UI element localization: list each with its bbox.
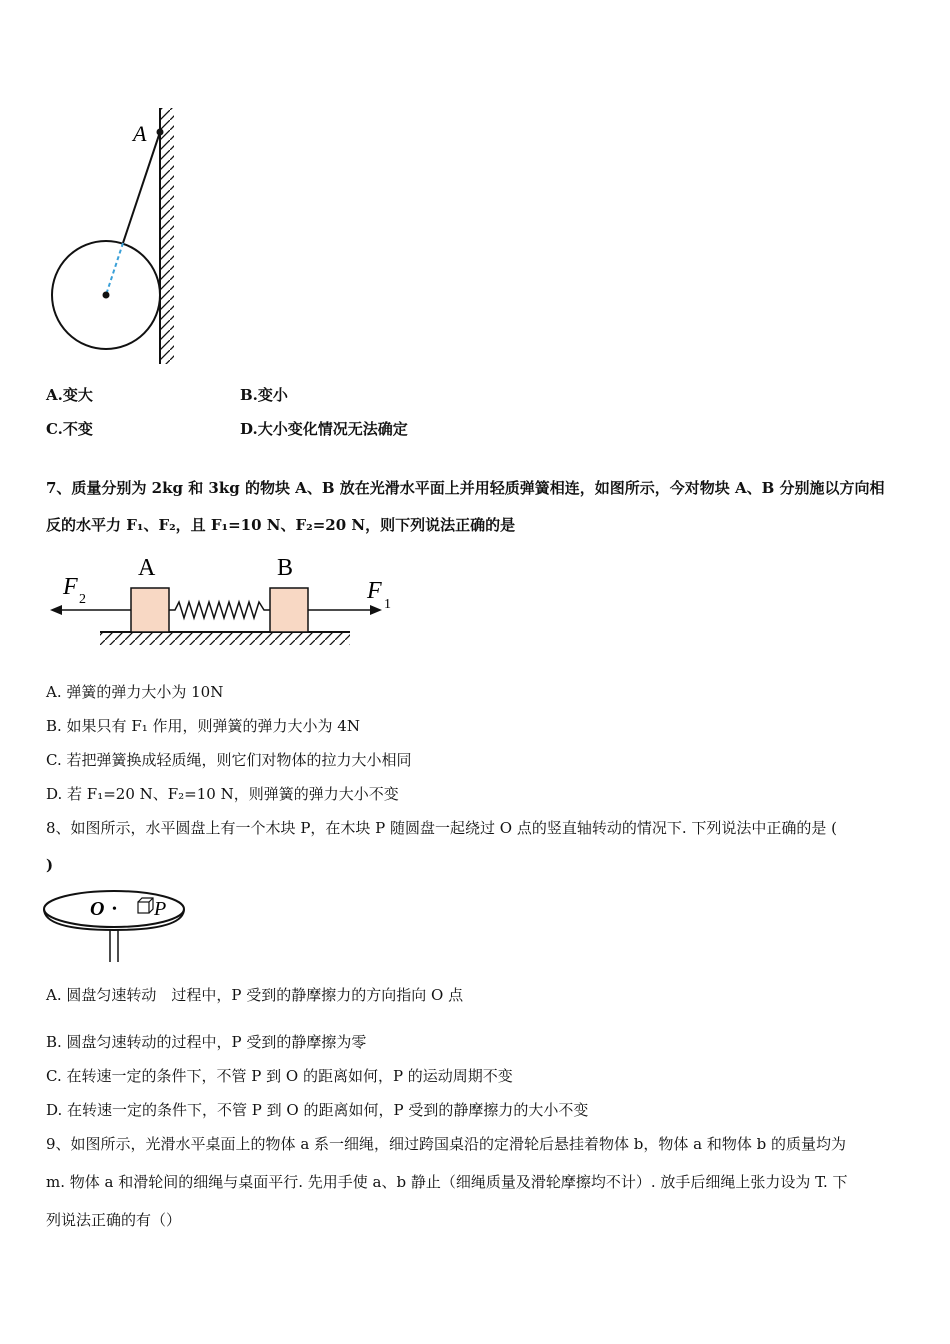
block-b bbox=[270, 588, 308, 632]
q7-stem-line1: 7、质量分别为 2kg 和 3kg 的物块 A、B 放在光滑水平面上并用轻质弹簧相连，如图所示，今对物块 A、B 分别施以方向相 bbox=[46, 479, 885, 497]
ground-hatch bbox=[100, 633, 350, 645]
center-o-label: O bbox=[90, 898, 105, 920]
f1-subscript: 1 bbox=[384, 597, 391, 612]
q7-stem-line2: 反的水平力 F₁、F₂，且 F₁=10 N、F₂=20 N，则下列说法正确的是 bbox=[46, 516, 516, 534]
q6-option-a: A.变大 bbox=[46, 386, 93, 404]
q9-stem-line2: m. 物体 a 和滑轮间的细绳与桌面平行. 先用手使 a、b 静止（细绳质量及滑轮摩擦均不计）. 放手后细绳上张力设为 T. 下 bbox=[46, 1173, 848, 1191]
block-b-label: B bbox=[277, 555, 294, 581]
f1-label: F bbox=[367, 578, 382, 604]
point-a-dot bbox=[157, 129, 164, 136]
q8-option-a: A. 圆盘匀速转动 过程中，P 受到的静摩擦力的方向指向 O 点 bbox=[46, 986, 464, 1004]
rope-extension-dashed bbox=[106, 243, 123, 295]
center-dot: • bbox=[112, 902, 117, 917]
ball-wall-figure bbox=[40, 100, 190, 370]
q7-option-b: B. 如果只有 F₁ 作用，则弹簧的弹力大小为 4N bbox=[46, 717, 360, 735]
ball-center-dot bbox=[103, 292, 110, 299]
f2-label: F bbox=[63, 574, 78, 600]
arrow-f1-head bbox=[370, 605, 382, 615]
q9-stem-line1: 9、如图所示，光滑水平桌面上的物体 a 系一细绳，细过跨国桌沿的定滑轮后悬挂着物体 b，物体 a 和物体 b 的质量均为 bbox=[46, 1135, 847, 1153]
block-a bbox=[131, 588, 169, 632]
rope bbox=[123, 132, 160, 243]
block-p-icon bbox=[138, 898, 153, 913]
q8-option-b: B. 圆盘匀速转动的过程中，P 受到的静摩擦为零 bbox=[46, 1033, 367, 1051]
q7-option-a: A. 弹簧的弹力大小为 10N bbox=[46, 683, 224, 701]
point-a-label: A bbox=[133, 121, 147, 146]
q7-option-c: C. 若把弹簧换成轻质绳，则它们对物体的拉力大小相同 bbox=[46, 751, 412, 769]
q8-stem-line2: ) bbox=[46, 856, 54, 874]
block-p-label: P bbox=[154, 898, 167, 920]
q6-option-d: D.大小变化情况无法确定 bbox=[240, 420, 408, 438]
q8-stem-line1: 8、如图所示，水平圆盘上有一个木块 P，在木块 P 随圆盘一起绕过 O 点的竖直轴转动的情况下. 下列说法中正确的是 ( bbox=[46, 819, 838, 837]
f2-subscript: 2 bbox=[79, 592, 86, 607]
q6-option-c: C.不变 bbox=[46, 420, 93, 438]
q8-option-c: C. 在转速一定的条件下，不管 P 到 O 的距离如何，P 的运动周期不变 bbox=[46, 1067, 513, 1085]
q7-option-d: D. 若 F₁=20 N、F₂=10 N，则弹簧的弹力大小不变 bbox=[46, 785, 399, 803]
spring bbox=[169, 602, 270, 618]
rotating-disc-figure bbox=[40, 882, 200, 967]
arrow-f2-head bbox=[50, 605, 62, 615]
wall-hatch bbox=[161, 108, 174, 364]
spring-blocks-figure bbox=[45, 550, 405, 650]
q6-option-b: B.变小 bbox=[240, 386, 288, 404]
q9-stem-line3: 列说法正确的有（） bbox=[46, 1211, 182, 1229]
block-a-label: A bbox=[138, 555, 156, 581]
q8-option-d: D. 在转速一定的条件下，不管 P 到 O 的距离如何，P 受到的静摩擦力的大小不变 bbox=[46, 1101, 589, 1119]
